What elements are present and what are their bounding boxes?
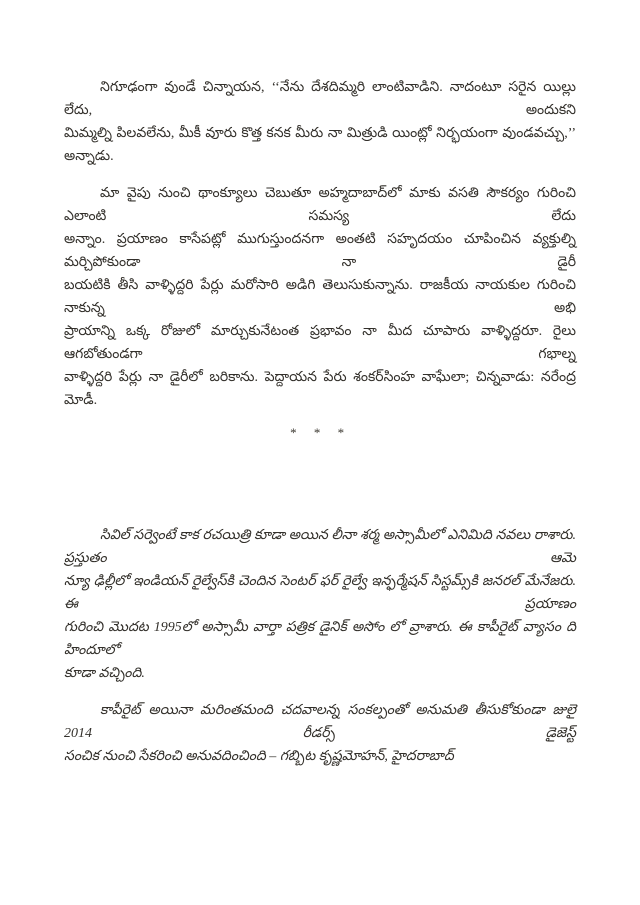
text-line: మా వైపు నుంచి థాంక్యూలు చెబుతూ అహ్మదాబాద్‌లో మాకు వసతి సౌకర్యం గురించి ఎలాంటి సమస్య లేదు [64,186,576,224]
text-line: సివిల్ సర్వెంటే కాక రచయిత్రి కూడా అయిన లీనా శర్మ అస్సామీలో ఎనిమిది నవలు రాశారు. ప్రస్తుతం ఆమె [64,528,576,566]
text-line: కూడా వచ్చింది. [64,666,145,681]
text-line: మిమ్మల్ని పిలవలేను, మీకీ వూరు కొత్త కనక మీరు నా మిత్రుడి యింట్లో నిర్భయంగా వుండవచ్చు,’’ అన్నాడు. [64,126,576,164]
text-line: బయటికి తీసి వాళ్ళిద్దరి పేర్లు మరోసారి అడిగి తెలుసుకున్నాను. రాజకీయ నాయకుల గురించి నాకున్న అభి [64,278,576,316]
paragraph-1 [64,76,576,168]
paragraph-2 [64,182,576,412]
paragraph-5 [64,699,576,768]
paragraph-4 [64,524,576,685]
text-line: కాపీరైట్ అయినా మరింతమంది చదవాలన్న సంకల్పంతో అనుమతి తీసుకోకుండా జులై 2014 రీడర్స్ డైజెస్ట్ [64,703,576,741]
text-block [64,76,576,782]
text-line: నిగూఢంగా వుండే చిన్నాయన, ‘‘నేను దేశదిమ్మరి లాంటివాడిని. నాదంటూ సరైన యిల్లు లేదు, అందుకని [64,80,576,118]
text-line: గురించి మొదట 1995లో అస్సామీ వార్తా పత్రిక డైనిక్ అసోం లో వ్రాశారు. ఈ కాపీరైట్ వ్యాసం ది హిందూలో [64,620,576,658]
text-line: న్యూ ఢిల్లీలో ఇండియన్ రైల్వేస్‌కి చెందిన సెంటర్ ఫర్ రైల్వే ఇన్ఫర్మేషన్ సిస్టమ్స్‌కి జనరల్ మేనేజరు. ఈ ప్రయాణం [64,574,576,612]
text-line: సంచిక నుంచి సేకరించి అనువదించింది – గబ్బిట కృష్ణమోహన్, హైదరాబాద్ [64,749,454,764]
section-separator: * * * [289,425,351,440]
text-line: అన్నాం. ప్రయాణం కాసేపట్లో ముగుస్తుందనగా అంతటి సహృదయం చూపించిన వ్యక్తుల్ని మర్చిపోకుండా నా డైరీ [64,232,576,270]
text-line: ప్రాయాన్ని ఒక్క రోజులో మార్చుకునేటంత ప్రభావం నా మీద చూపారు వాళ్ళిద్దరూ. రైలు ఆగబోతుండగా గభాల్న [64,324,576,362]
text-line: వాళ్ళిద్దరి పేర్లు నా డైరీలో బరికాను. పెద్దాయన పేరు శంకర్‌సింహ వాఘేలా; చిన్నవాడు: నరేంద్ర మోడీ. [64,370,576,408]
